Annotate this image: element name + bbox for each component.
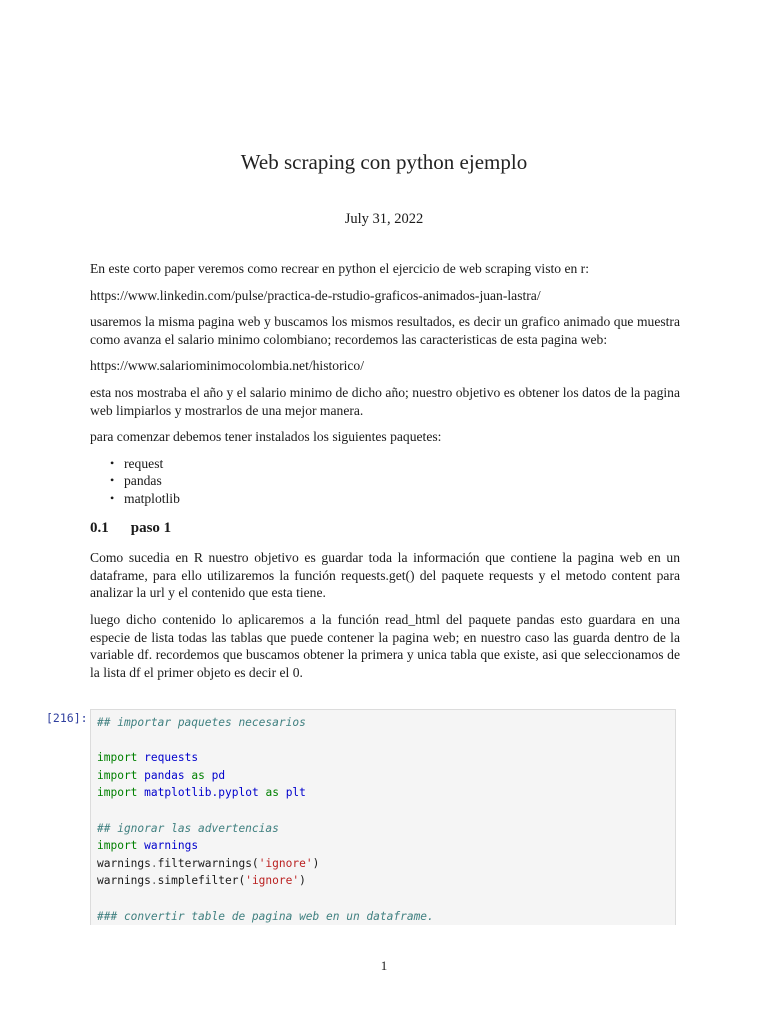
list-item: • pandas [110, 473, 162, 489]
code-line: ## ignorar las advertencias [97, 821, 279, 835]
intro-paragraph: En este corto paper veremos como recrear en python el ejercicio de web scraping visto en r: [90, 261, 589, 276]
section-title: paso 1 [130, 519, 172, 536]
packages-intro-paragraph: para comenzar debemos tener instalados los siguientes paquetes: [90, 429, 442, 445]
code-cell[interactable] [90, 709, 676, 925]
code-line [97, 890, 669, 908]
code-line [97, 802, 669, 820]
code-line: ## importar paquetes necesarios [97, 716, 306, 729]
code-line [97, 732, 669, 750]
code-line: import warnings [97, 839, 199, 853]
document-date: July 31, 2022 [344, 211, 424, 227]
code-line: import requests [97, 751, 199, 765]
section-heading [90, 520, 680, 538]
bullet-icon: • [110, 473, 115, 488]
document-title: Web scraping con python ejemplo [240, 150, 528, 174]
code-line: import matplotlib.pyplot as plt [97, 786, 306, 800]
linkedin-url: https://www.linkedin.com/pulse/practica-de-rstudio-graficos-animados-juan-lastra/ [90, 287, 541, 303]
section-paragraph-2: luego dicho contenido lo aplicaremos a la función read_html del paquete pandas esto guardara en una especie de lista todas las tablas que puede contener la pagina web; en nuestro caso las guarda dentro de la variable df. recordemos que buscamos obtener la primera y unica tabla que existe, asi que seleccionamos de la lista df el primer objeto es decir el 0. [90, 611, 680, 680]
code-line: warnings.simplefilter('ignore') [97, 874, 306, 888]
list-item: • matplotlib [110, 490, 180, 506]
site-description-paragraph: esta nos mostraba el año y el salario minimo de dicho año; nuestro objetivo es obtener los datos de la pagina web limpiarlos y mostrarlos de una mejor manera. [90, 384, 680, 418]
list-item: • request [110, 455, 164, 471]
goal-paragraph: usaremos la misma pagina web y buscamos los mismos resultados, es decir un grafico animado que muestra como avanza el salario minimo colombiano; recordemos las caracteristicas de esta pagina web: [90, 314, 680, 347]
bullet-icon: • [110, 490, 115, 505]
packages-list [90, 455, 680, 508]
cell-prompt: [216]: [46, 711, 88, 725]
document-body [90, 260, 680, 690]
section-paragraph-1: Como sucedia en R nuestro objetivo es guardar toda la información que contiene la pagina web en un dataframe, para ello utilizaremos la función requests.get() del paquete requests y el metodo content para analizar la url y el contenido que esta tiene. [90, 550, 680, 601]
bullet-icon: • [110, 455, 115, 470]
code-line: import pandas as pd [97, 768, 226, 782]
code-line: warnings.filterwarnings('ignore') [97, 856, 320, 870]
page-number: 1 [380, 958, 388, 973]
salario-url: https://www.salariominimocolombia.net/historico/ [90, 358, 364, 374]
code-line: ### convertir table de pagina web en un dataframe. [97, 909, 434, 923]
section-number: 0.1 [90, 519, 109, 536]
